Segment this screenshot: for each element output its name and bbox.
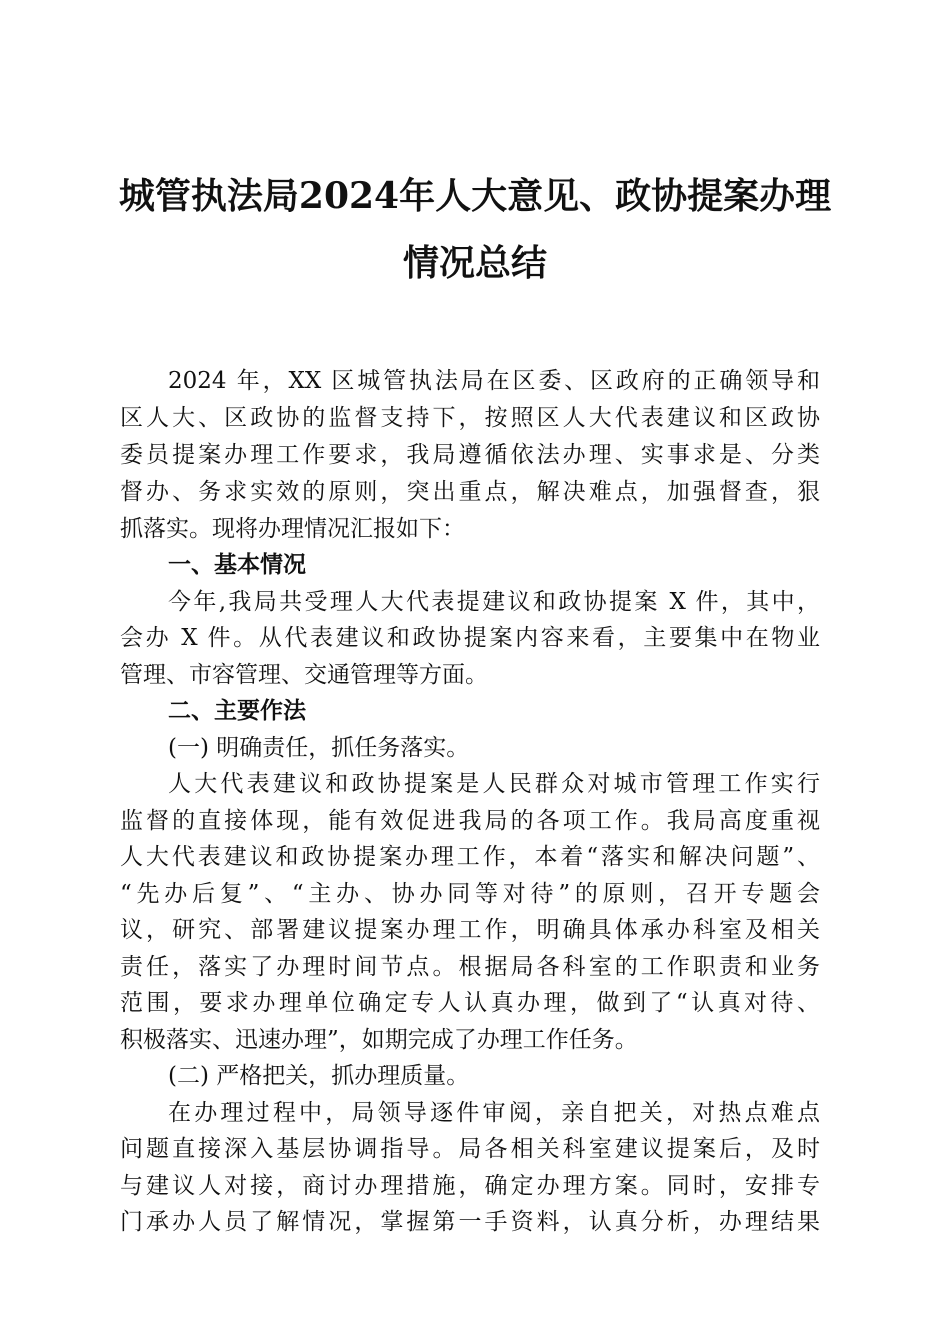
paragraph-line: 会办 X 件。从代表建议和政协提案内容来看，主要集中在物业	[120, 625, 820, 651]
paragraph-line: 督办、务求实效的原则，突出重点，解决难点，加强督查，狠	[120, 479, 820, 505]
subsection-heading-1: (一) 明确责任，抓任务落实。	[168, 735, 470, 761]
document-title-line-1: 城管执法局2024年人大意见、政协提案办理	[118, 175, 832, 217]
section-heading-methods: 二、主要作法	[168, 698, 306, 724]
paragraph-line: 2024 年，XX 区城管执法局在区委、区政府的正确领导和	[168, 368, 820, 394]
paragraph-line: 委员提案办理工作要求，我局遵循依法办理、实事求是、分类	[120, 442, 820, 468]
subsection-heading-2: (二) 严格把关，抓办理质量。	[168, 1063, 470, 1089]
section-heading-basic: 一、基本情况	[168, 552, 306, 578]
paragraph-line: 区人大、区政协的监督支持下，按照区人大代表建议和区政协	[120, 405, 820, 431]
paragraph-line: “先办后复”、“主办、协办同等对待”的原则，召开专题会	[120, 881, 820, 907]
paragraph-line: 今年,我局共受理人大代表提建议和政协提案 X 件，其中，	[168, 589, 820, 615]
paragraph-line: 积极落实、迅速办理”，如期完成了办理工作任务。	[120, 1027, 638, 1053]
paragraph-line: 责任，落实了办理时间节点。根据局各科室的工作职责和业务	[120, 954, 820, 980]
paragraph-line: 与建议人对接，商讨办理措施，确定办理方案。同时，安排专	[120, 1173, 820, 1199]
paragraph-line: 人大代表建议和政协提案办理工作，本着“落实和解决问题”、	[120, 844, 820, 870]
paragraph-line: 门承办人员了解情况，掌握第一手资料，认真分析，办理结果	[120, 1209, 820, 1235]
paragraph-line: 监督的直接体现，能有效促进我局的各项工作。我局高度重视	[120, 808, 820, 834]
paragraph-line: 人大代表建议和政协提案是人民群众对城市管理工作实行	[168, 771, 820, 797]
paragraph-line: 问题直接深入基层协调指导。局各相关科室建议提案后，及时	[120, 1136, 820, 1162]
paragraph-line: 在办理过程中，局领导逐件审阅，亲自把关，对热点难点	[168, 1100, 820, 1126]
paragraph-line: 管理、市容管理、交通管理等方面。	[120, 662, 488, 688]
paragraph-line: 议，研究、部署建议提案办理工作，明确具体承办科室及相关	[120, 917, 820, 943]
document-title-line-2: 情况总结	[402, 242, 547, 284]
paragraph-line: 范围，要求办理单位确定专人认真办理，做到了“认真对待、	[120, 990, 820, 1016]
paragraph-line: 抓落实。现将办理情况汇报如下：	[120, 516, 465, 542]
